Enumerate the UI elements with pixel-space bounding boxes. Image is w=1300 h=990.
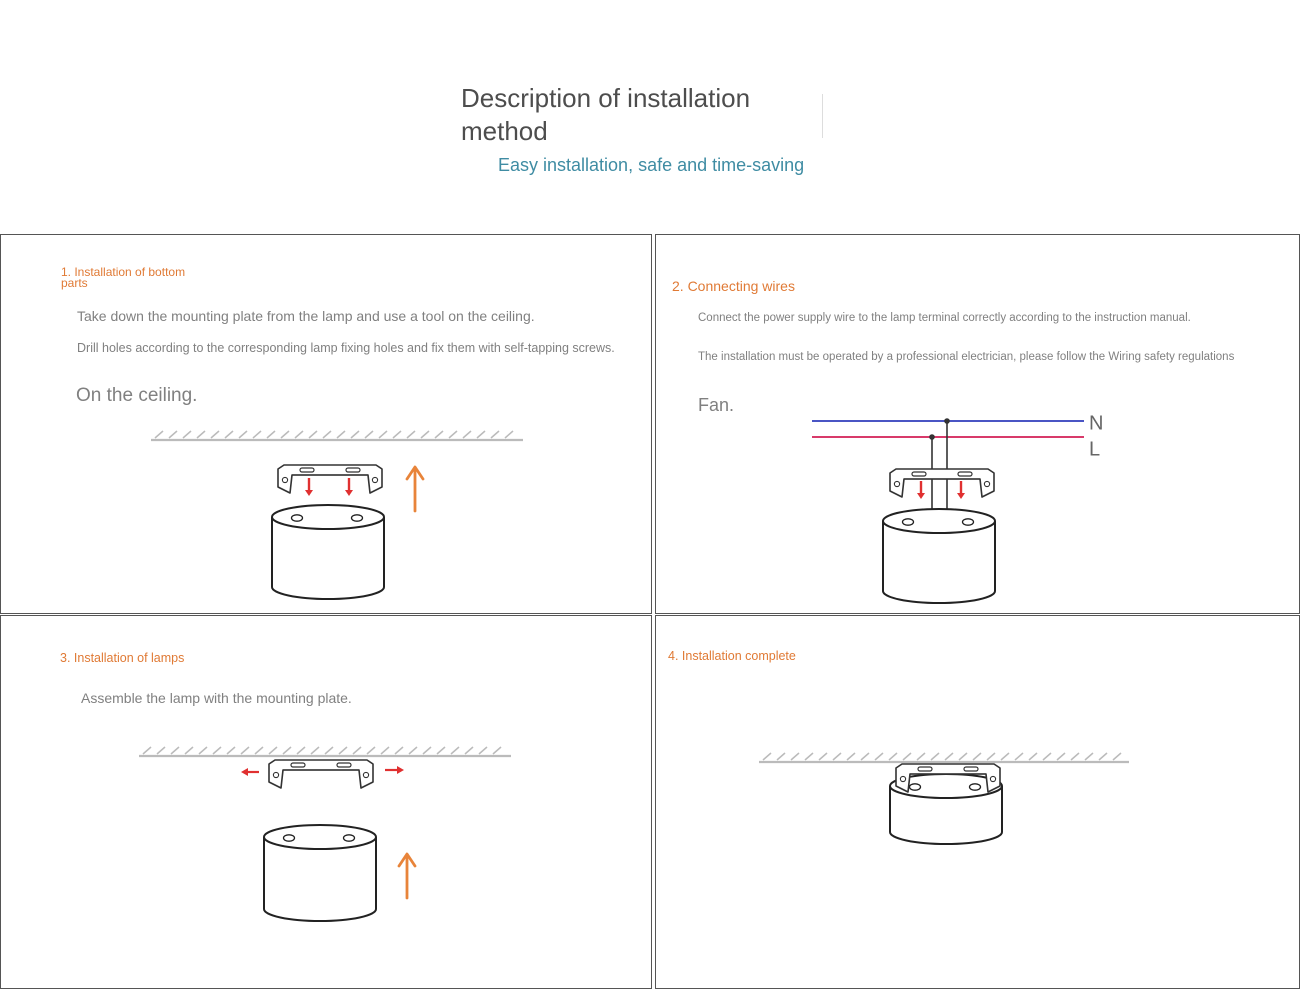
hatch-mark: [1057, 753, 1065, 760]
lamp-top: [272, 505, 384, 529]
hatch-mark: [353, 747, 361, 754]
wire-label-l: L: [1089, 438, 1101, 461]
hatch-mark: [1029, 753, 1037, 760]
hatch-mark: [1099, 753, 1107, 760]
hatch-mark: [889, 753, 897, 760]
ceiling-hatch: [139, 747, 511, 756]
step-2-line-1: Connect the power supply wire to the lamp terminal correctly according to the instruction manual.: [698, 312, 1191, 324]
hatch-mark: [351, 431, 359, 438]
lamp-body: [883, 509, 995, 603]
step-2-line-2: The installation must be operated by a professional electrician, please follow the Wiring safety regulations: [698, 351, 1235, 363]
lamp-body: [264, 825, 376, 921]
hatch-mark: [365, 431, 373, 438]
step-1-title: 1. Installation of bottom parts: [61, 265, 186, 290]
hatch-mark: [819, 753, 827, 760]
hatch-mark: [255, 747, 263, 754]
hatch-mark: [423, 747, 431, 754]
arrow-head: [397, 766, 404, 774]
hatch-mark: [973, 753, 981, 760]
hatch-mark: [155, 431, 163, 438]
hatch-mark: [211, 431, 219, 438]
arrow-head: [917, 493, 925, 499]
hatch-mark: [903, 753, 911, 760]
hatch-mark: [395, 747, 403, 754]
step-panel-1: [0, 234, 652, 614]
mounting-plate: [269, 760, 373, 788]
hatch-mark: [269, 747, 277, 754]
hatch-mark: [143, 747, 151, 754]
up-arrow-icon: [399, 854, 415, 898]
hatch-mark: [339, 747, 347, 754]
hatch-mark: [805, 753, 813, 760]
down-arrow-icon: [345, 478, 353, 496]
hatch-mark: [437, 747, 445, 754]
hatch-mark: [945, 753, 953, 760]
hatch-mark: [917, 753, 925, 760]
down-arrow-icon: [957, 481, 965, 499]
hatch-mark: [875, 753, 883, 760]
hatch-mark: [225, 431, 233, 438]
arrow-head: [957, 493, 965, 499]
hatch-mark: [987, 753, 995, 760]
hatch-mark: [505, 431, 513, 438]
hatch-mark: [847, 753, 855, 760]
hatch-mark: [1085, 753, 1093, 760]
hatch-mark: [309, 431, 317, 438]
hatch-mark: [381, 747, 389, 754]
hatch-mark: [169, 431, 177, 438]
step-3-title: 3. Installation of lamps: [60, 651, 185, 665]
hatch-mark: [157, 747, 165, 754]
hatch-mark: [491, 431, 499, 438]
hatch-mark: [281, 431, 289, 438]
header-divider: [822, 94, 823, 138]
hatch-mark: [337, 431, 345, 438]
step-3-illustration: [1, 616, 653, 990]
hatch-mark: [1015, 753, 1023, 760]
step-2-title: 2. Connecting wires: [672, 278, 795, 294]
hatch-mark: [791, 753, 799, 760]
hatch-mark: [777, 753, 785, 760]
hatch-mark: [451, 747, 459, 754]
step-panel-4: [655, 615, 1300, 989]
hatch-mark: [213, 747, 221, 754]
lamp-top: [264, 825, 376, 849]
mounting-plate: [278, 465, 382, 493]
hatch-mark: [379, 431, 387, 438]
hatch-mark: [367, 747, 375, 754]
wire-label-n: N: [1089, 412, 1104, 435]
lamp-top: [883, 509, 995, 533]
hatch-mark: [449, 431, 457, 438]
hatch-mark: [931, 753, 939, 760]
hatch-mark: [1043, 753, 1051, 760]
hatch-mark: [239, 431, 247, 438]
hatch-mark: [267, 431, 275, 438]
mounting-plate: [890, 469, 994, 497]
step-panel-2: [655, 234, 1300, 614]
hatch-mark: [407, 431, 415, 438]
hatch-mark: [435, 431, 443, 438]
hatch-mark: [1113, 753, 1121, 760]
arrow-head: [305, 490, 313, 496]
hatch-mark: [465, 747, 473, 754]
down-arrow-icon: [917, 481, 925, 499]
hatch-mark: [1001, 753, 1009, 760]
step-2-note: Fan.: [698, 395, 735, 415]
hatch-mark: [421, 431, 429, 438]
lamp-body: [272, 505, 384, 599]
page-subtitle: Easy installation, safe and time-saving: [498, 155, 805, 175]
hatch-mark: [763, 753, 771, 760]
arrow-head: [345, 490, 353, 496]
hatch-mark: [311, 747, 319, 754]
step-4-title: 4. Installation complete: [668, 649, 796, 663]
hatch-mark: [1071, 753, 1079, 760]
hatch-mark: [183, 431, 191, 438]
hatch-mark: [959, 753, 967, 760]
step-1-illustration: [1, 235, 653, 615]
hatch-mark: [479, 747, 487, 754]
right-arrow-icon: [385, 766, 404, 774]
hatch-mark: [283, 747, 291, 754]
hatch-mark: [297, 747, 305, 754]
plate-outline: [278, 465, 382, 493]
hatch-mark: [295, 431, 303, 438]
hatch-mark: [463, 431, 471, 438]
hatch-mark: [197, 431, 205, 438]
hatch-mark: [185, 747, 193, 754]
hatch-mark: [477, 431, 485, 438]
ceiling-hatch: [759, 753, 1129, 762]
plate-outline: [890, 469, 994, 497]
step-panel-3: [0, 615, 652, 989]
hatch-mark: [409, 747, 417, 754]
hatch-mark: [227, 747, 235, 754]
arrow-head: [241, 768, 248, 776]
step-1-line-2: Drill holes according to the corresponding lamp fixing holes and fix them with self-tapping screws.: [77, 341, 615, 355]
hatch-mark: [241, 747, 249, 754]
left-arrow-icon: [241, 768, 259, 776]
step-3-line-1: Assemble the lamp with the mounting plate.: [81, 690, 352, 706]
hatch-mark: [861, 753, 869, 760]
hatch-mark: [393, 431, 401, 438]
step-1-line-1: Take down the mounting plate from the lamp and use a tool on the ceiling.: [77, 308, 535, 324]
ceiling-hatch: [151, 431, 523, 440]
step-4-illustration: [656, 616, 1300, 990]
hatch-mark: [833, 753, 841, 760]
hatch-mark: [171, 747, 179, 754]
hatch-mark: [325, 747, 333, 754]
step-1-note: On the ceiling.: [76, 385, 198, 406]
hatch-mark: [199, 747, 207, 754]
step-2-illustration: [656, 235, 1300, 615]
hatch-mark: [493, 747, 501, 754]
up-arrow-icon: [407, 467, 423, 511]
hatch-mark: [253, 431, 261, 438]
hatch-mark: [323, 431, 331, 438]
down-arrow-icon: [305, 478, 313, 496]
junction-l: [929, 434, 935, 440]
junction-n: [944, 418, 950, 424]
plate-outline: [269, 760, 373, 788]
page-title: Description of installation method: [461, 83, 751, 146]
